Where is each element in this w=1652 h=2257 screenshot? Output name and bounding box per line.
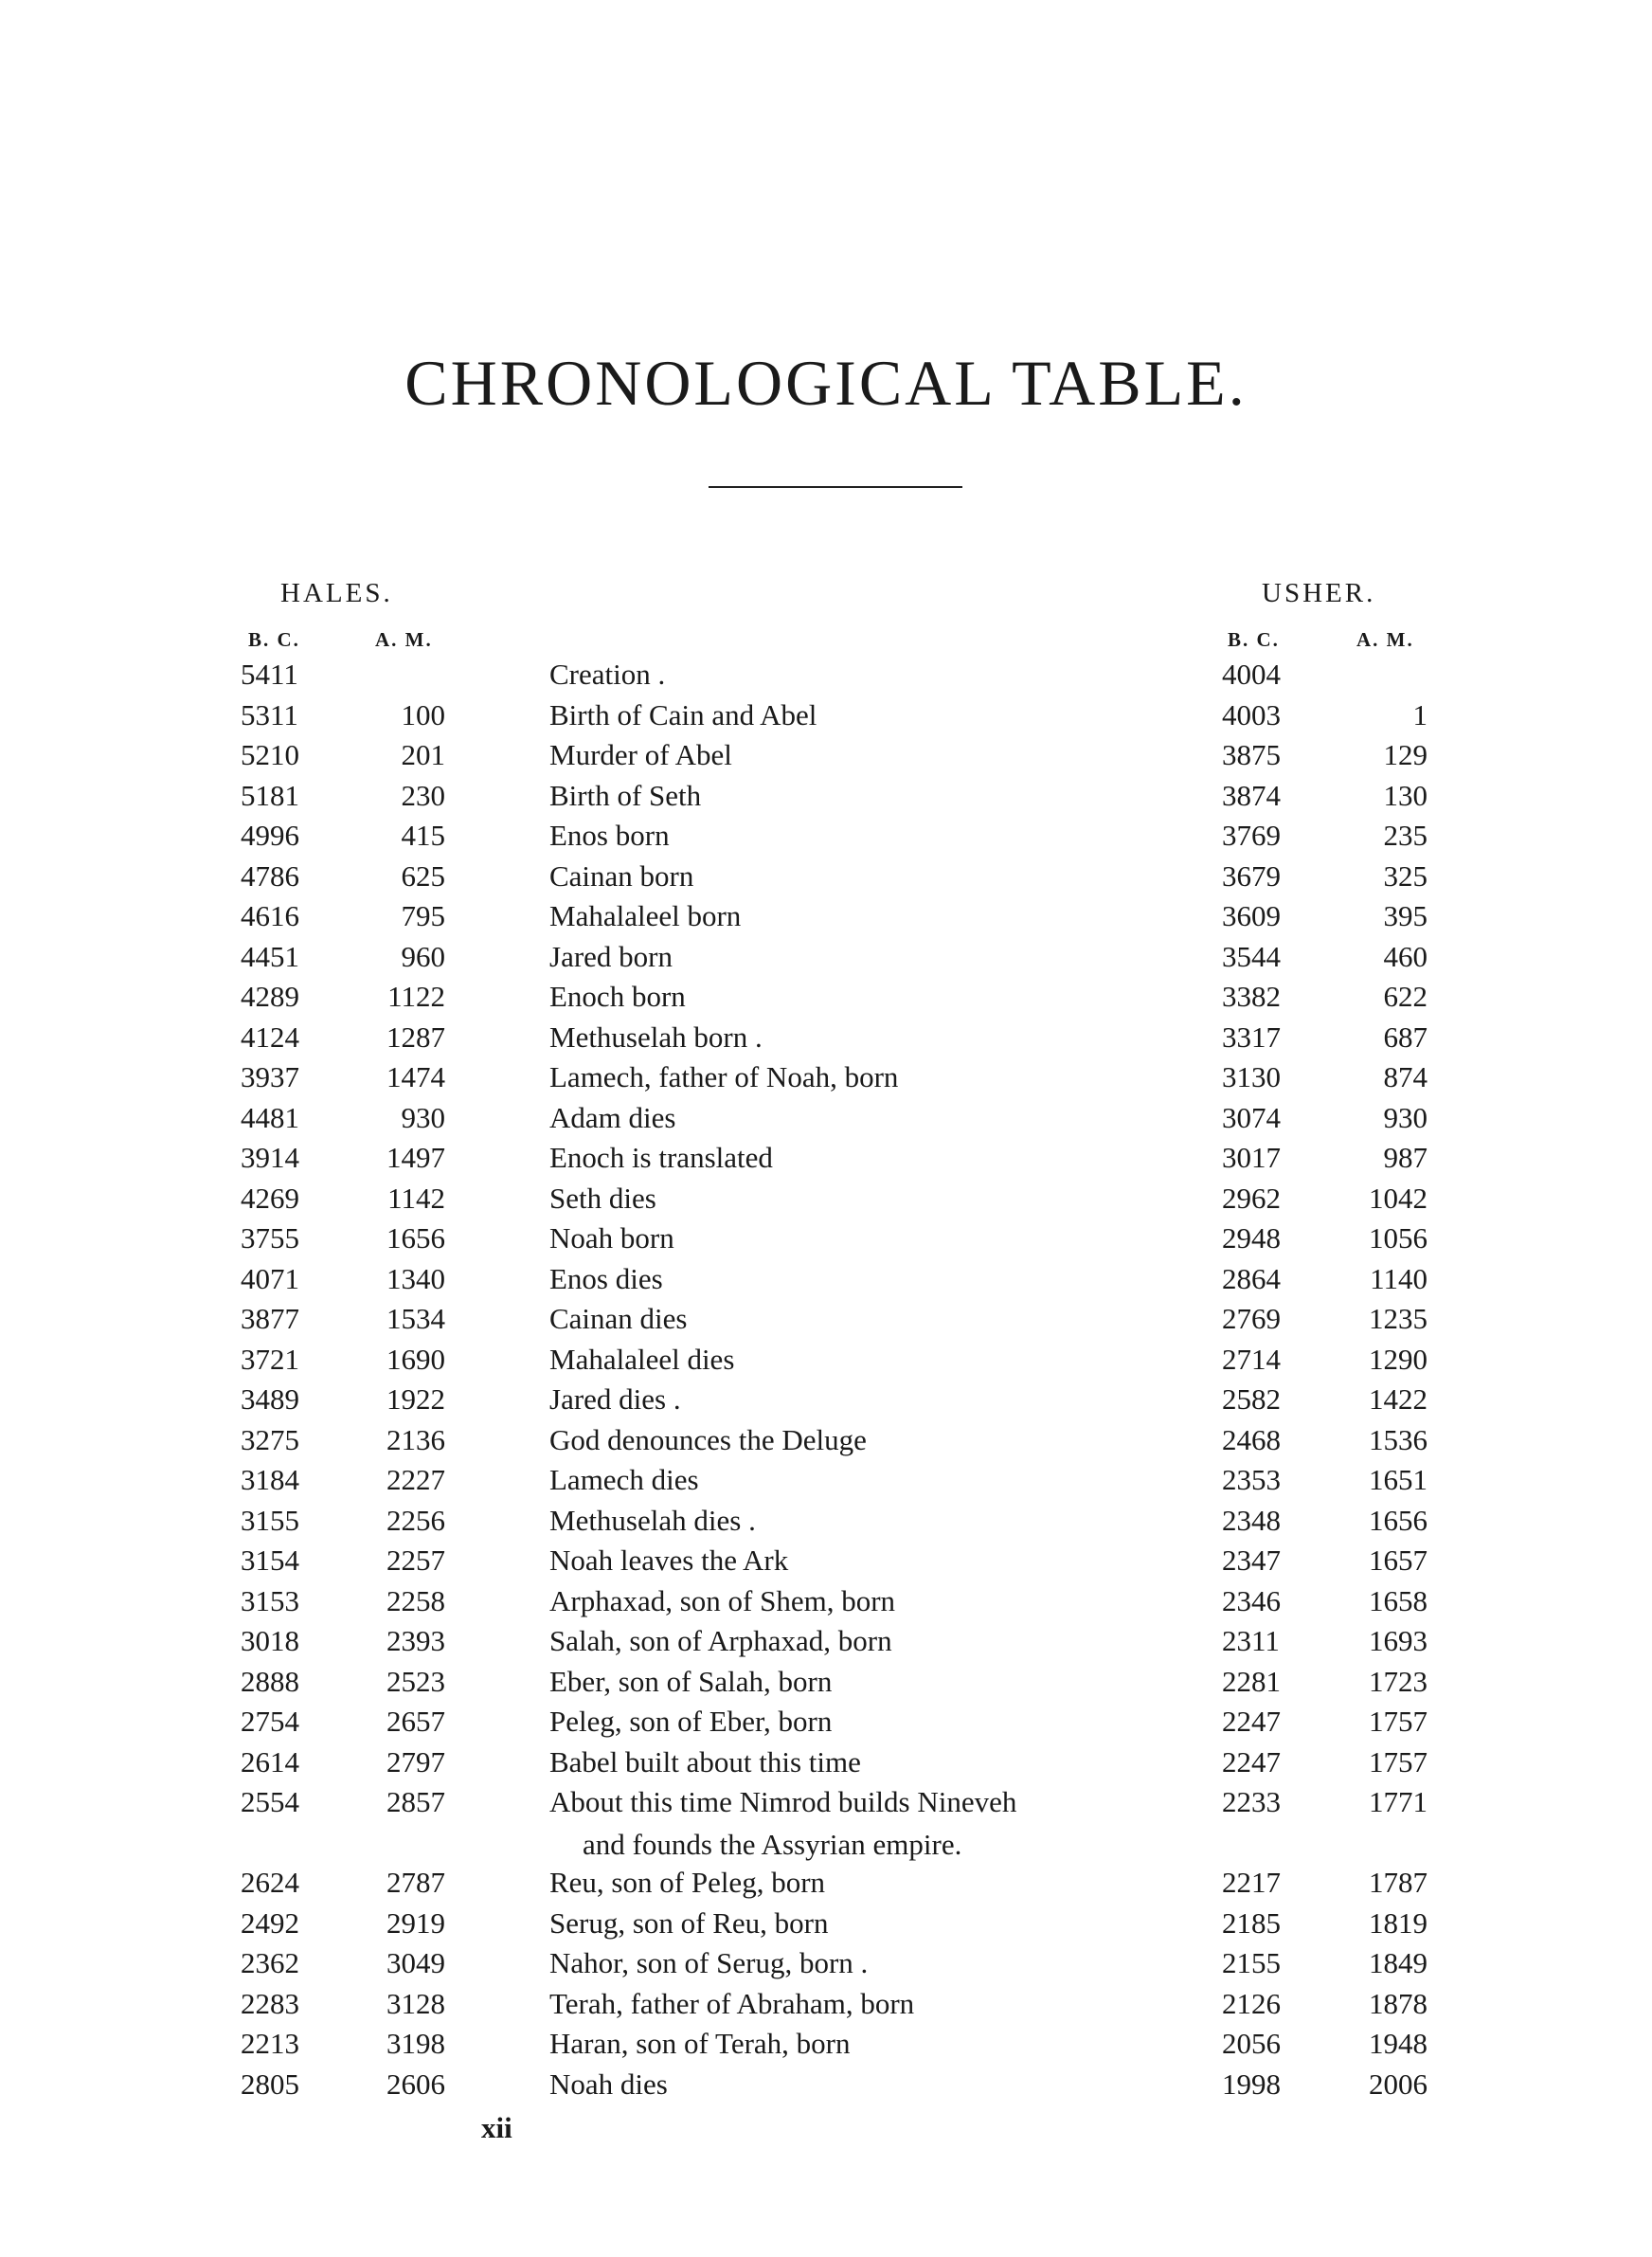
header-hales: HALES. xyxy=(280,578,393,608)
hales-bc-cell: 4481 xyxy=(241,1101,299,1134)
hales-bc-cell: 3184 xyxy=(241,1463,299,1496)
usher-am-cell: 1658 xyxy=(1369,1584,1428,1617)
hales-bc-cell: 4289 xyxy=(241,980,299,1013)
table-row xyxy=(0,1705,1652,1744)
usher-am-cell: 1878 xyxy=(1369,1987,1428,2020)
table-row xyxy=(0,1060,1652,1100)
usher-bc-cell: 2247 xyxy=(1222,1705,1281,1738)
usher-am-cell: 1422 xyxy=(1369,1382,1428,1416)
usher-am-cell: 1757 xyxy=(1369,1745,1428,1779)
hales-bc-cell: 2213 xyxy=(241,2027,299,2060)
usher-bc-cell: 3317 xyxy=(1222,1020,1281,1054)
hales-bc-cell: 2624 xyxy=(241,1866,299,1899)
hales-bc-cell: 2805 xyxy=(241,2067,299,2101)
hales-am-cell: 2136 xyxy=(386,1423,445,1456)
hales-am-cell: 2257 xyxy=(386,1544,445,1577)
hales-am-cell: 1287 xyxy=(386,1020,445,1054)
event-cell: Nahor, son of Serug, born . xyxy=(549,1946,869,1979)
usher-am-cell: 622 xyxy=(1383,980,1428,1013)
table-row xyxy=(0,859,1652,899)
event-cell: Birth of Seth xyxy=(549,779,702,812)
usher-am-cell: 1140 xyxy=(1370,1262,1428,1295)
usher-am-cell: 1771 xyxy=(1369,1785,1428,1818)
usher-bc-cell: 2346 xyxy=(1222,1584,1281,1617)
usher-bc-cell: 2155 xyxy=(1222,1946,1281,1979)
usher-bc-cell: 3130 xyxy=(1222,1060,1281,1093)
event-cell: Enos dies xyxy=(549,1262,663,1295)
hales-bc-cell: 2492 xyxy=(241,1906,299,1940)
header-usher: USHER. xyxy=(1262,578,1376,608)
hales-am-cell: 2256 xyxy=(386,1504,445,1537)
usher-bc-cell: 2185 xyxy=(1222,1906,1281,1940)
hales-bc-cell: 5210 xyxy=(241,738,299,771)
usher-bc-cell: 4003 xyxy=(1222,698,1281,731)
usher-bc-cell: 3609 xyxy=(1222,899,1281,932)
usher-bc-cell: 2311 xyxy=(1222,1624,1280,1657)
hales-am-cell: 1340 xyxy=(386,1262,445,1295)
hales-am-cell: 2523 xyxy=(386,1665,445,1698)
table-row xyxy=(0,779,1652,819)
event-cell: Arphaxad, son of Shem, born xyxy=(549,1584,896,1617)
hales-am-cell: 2606 xyxy=(386,2067,445,2101)
hales-am-cell: 2227 xyxy=(386,1463,445,1496)
usher-am-cell: 987 xyxy=(1383,1141,1428,1174)
hales-bc-cell: 3755 xyxy=(241,1221,299,1255)
usher-am-cell: 1656 xyxy=(1369,1504,1428,1537)
hales-am-cell: 2657 xyxy=(386,1705,445,1738)
title-rule xyxy=(709,486,962,488)
hales-bc-cell: 2362 xyxy=(241,1946,299,1979)
event-cell: Creation . xyxy=(549,658,666,691)
table-row xyxy=(0,698,1652,738)
hales-bc-cell: 3937 xyxy=(241,1060,299,1093)
usher-bc-cell: 2126 xyxy=(1222,1987,1281,2020)
event-cell: Murder of Abel xyxy=(549,738,732,771)
usher-am-cell: 1757 xyxy=(1369,1705,1428,1738)
table-row xyxy=(0,1785,1652,1825)
event-cell: God denounces the Deluge xyxy=(549,1423,867,1456)
event-cell: Lamech dies xyxy=(549,1463,699,1496)
table-row xyxy=(0,1987,1652,2027)
table-row xyxy=(0,1584,1652,1624)
hales-am-cell: 1534 xyxy=(386,1302,445,1335)
event-cell: Haran, son of Terah, born xyxy=(549,2027,851,2060)
hales-am-cell: 230 xyxy=(401,779,445,812)
subheader-hales-am: A. M. xyxy=(375,628,433,651)
table-row xyxy=(0,1182,1652,1221)
hales-bc-cell: 3275 xyxy=(241,1423,299,1456)
event-cell: Cainan born xyxy=(549,859,694,893)
subheader-usher-am: A. M. xyxy=(1356,628,1414,651)
event-cell: Babel built about this time xyxy=(549,1745,861,1779)
usher-bc-cell: 2217 xyxy=(1222,1866,1281,1899)
table-row xyxy=(0,1343,1652,1382)
usher-am-cell: 1 xyxy=(1412,698,1428,731)
usher-bc-cell: 2962 xyxy=(1222,1182,1281,1215)
usher-am-cell: 129 xyxy=(1383,738,1428,771)
hales-am-cell: 201 xyxy=(401,738,445,771)
hales-am-cell: 100 xyxy=(401,698,445,731)
page-title: CHRONOLOGICAL TABLE. xyxy=(404,347,1248,419)
hales-bc-cell: 2888 xyxy=(241,1665,299,1698)
hales-bc-cell: 5311 xyxy=(241,698,298,731)
usher-bc-cell: 2247 xyxy=(1222,1745,1281,1779)
table-row xyxy=(0,1544,1652,1583)
hales-bc-cell: 3914 xyxy=(241,1141,299,1174)
usher-am-cell: 1693 xyxy=(1369,1624,1428,1657)
event-cell: Cainan dies xyxy=(549,1302,688,1335)
usher-bc-cell: 3382 xyxy=(1222,980,1281,1013)
table-row xyxy=(0,738,1652,778)
table-row xyxy=(0,1020,1652,1060)
table-row xyxy=(0,1624,1652,1664)
usher-bc-cell: 2468 xyxy=(1222,1423,1281,1456)
hales-bc-cell: 4071 xyxy=(241,1262,299,1295)
hales-bc-cell: 3721 xyxy=(241,1343,299,1376)
usher-am-cell: 2006 xyxy=(1369,2067,1428,2101)
hales-am-cell: 2797 xyxy=(386,1745,445,1779)
table-row xyxy=(0,1504,1652,1544)
hales-am-cell: 960 xyxy=(401,940,445,973)
hales-am-cell: 3198 xyxy=(386,2027,445,2060)
hales-am-cell: 1497 xyxy=(386,1141,445,1174)
table-row xyxy=(0,1906,1652,1946)
usher-am-cell: 1819 xyxy=(1369,1906,1428,1940)
table-row xyxy=(0,1423,1652,1463)
usher-am-cell: 1657 xyxy=(1369,1544,1428,1577)
usher-bc-cell: 4004 xyxy=(1222,658,1281,691)
event-cell: Methuselah dies . xyxy=(549,1504,756,1537)
usher-am-cell: 1235 xyxy=(1369,1302,1428,1335)
event-cell: Mahalaleel born xyxy=(549,899,742,932)
hales-bc-cell: 3153 xyxy=(241,1584,299,1617)
usher-am-cell: 1849 xyxy=(1369,1946,1428,1979)
event-cell: Noah dies xyxy=(549,2067,668,2101)
usher-bc-cell: 2582 xyxy=(1222,1382,1281,1416)
usher-am-cell: 130 xyxy=(1383,779,1428,812)
hales-am-cell: 3049 xyxy=(386,1946,445,1979)
usher-bc-cell: 2348 xyxy=(1222,1504,1281,1537)
table-row xyxy=(0,940,1652,980)
event-cell: Eber, son of Salah, born xyxy=(549,1665,833,1698)
usher-bc-cell: 1998 xyxy=(1222,2067,1281,2101)
event-cell: Enoch is translated xyxy=(549,1141,773,1174)
event-cell: Terah, father of Abraham, born xyxy=(549,1987,915,2020)
usher-bc-cell: 3544 xyxy=(1222,940,1281,973)
usher-bc-cell: 3074 xyxy=(1222,1101,1281,1134)
hales-bc-cell: 4786 xyxy=(241,859,299,893)
hales-am-cell: 2393 xyxy=(386,1624,445,1657)
hales-bc-cell: 5411 xyxy=(241,658,298,691)
hales-am-cell: 795 xyxy=(401,899,445,932)
hales-bc-cell: 2554 xyxy=(241,1785,299,1818)
usher-am-cell: 1948 xyxy=(1369,2027,1428,2060)
table-row xyxy=(0,658,1652,697)
hales-am-cell: 3128 xyxy=(386,1987,445,2020)
event-cell: Birth of Cain and Abel xyxy=(549,698,817,731)
usher-bc-cell: 2948 xyxy=(1222,1221,1281,1255)
table-row xyxy=(0,1262,1652,1302)
hales-am-cell: 2857 xyxy=(386,1785,445,1818)
usher-am-cell: 325 xyxy=(1383,859,1428,893)
hales-am-cell: 625 xyxy=(401,859,445,893)
hales-bc-cell: 4124 xyxy=(241,1020,299,1054)
hales-bc-cell: 5181 xyxy=(241,779,299,812)
hales-bc-cell: 2614 xyxy=(241,1745,299,1779)
usher-bc-cell: 2353 xyxy=(1222,1463,1281,1496)
hales-am-cell: 1656 xyxy=(386,1221,445,1255)
event-cell: Jared born xyxy=(549,940,673,973)
table-row xyxy=(0,2027,1652,2067)
usher-am-cell: 235 xyxy=(1383,819,1428,852)
hales-bc-cell: 4269 xyxy=(241,1182,299,1215)
event-cell: Reu, son of Peleg, born xyxy=(549,1866,826,1899)
usher-am-cell: 1723 xyxy=(1369,1665,1428,1698)
usher-am-cell: 874 xyxy=(1383,1060,1428,1093)
usher-am-cell: 1042 xyxy=(1369,1182,1428,1215)
usher-bc-cell: 2347 xyxy=(1222,1544,1281,1577)
event-cell: Noah leaves the Ark xyxy=(549,1544,789,1577)
usher-bc-cell: 2714 xyxy=(1222,1343,1281,1376)
event-cell: Seth dies xyxy=(549,1182,656,1215)
table-row xyxy=(0,1463,1652,1503)
hales-bc-cell: 3155 xyxy=(241,1504,299,1537)
hales-bc-cell: 4996 xyxy=(241,819,299,852)
hales-am-cell: 1142 xyxy=(387,1182,445,1215)
hales-bc-cell: 4451 xyxy=(241,940,299,973)
table-row xyxy=(0,1101,1652,1141)
usher-bc-cell: 2233 xyxy=(1222,1785,1281,1818)
table-row xyxy=(0,1665,1652,1705)
table-row xyxy=(0,1141,1652,1181)
hales-am-cell: 2787 xyxy=(386,1866,445,1899)
usher-bc-cell: 2769 xyxy=(1222,1302,1281,1335)
hales-bc-cell: 3018 xyxy=(241,1624,299,1657)
hales-am-cell: 2258 xyxy=(386,1584,445,1617)
table-row xyxy=(0,1302,1652,1342)
usher-bc-cell: 3017 xyxy=(1222,1141,1281,1174)
usher-bc-cell: 2056 xyxy=(1222,2027,1281,2060)
event-cell: Enoch born xyxy=(549,980,686,1013)
hales-bc-cell: 3154 xyxy=(241,1544,299,1577)
table-row xyxy=(0,1221,1652,1261)
usher-am-cell: 1536 xyxy=(1369,1423,1428,1456)
hales-am-cell: 1922 xyxy=(386,1382,445,1416)
hales-am-cell: 415 xyxy=(401,819,445,852)
usher-am-cell: 460 xyxy=(1383,940,1428,973)
usher-am-cell: 395 xyxy=(1383,899,1428,932)
usher-bc-cell: 3769 xyxy=(1222,819,1281,852)
hales-am-cell: 1474 xyxy=(386,1060,445,1093)
subheader-hales-bc: B. C. xyxy=(248,628,300,651)
usher-bc-cell: 3679 xyxy=(1222,859,1281,893)
usher-am-cell: 1290 xyxy=(1369,1343,1428,1376)
hales-bc-cell: 4616 xyxy=(241,899,299,932)
event-cell: Lamech, father of Noah, born xyxy=(549,1060,899,1093)
event-cell: Enos born xyxy=(549,819,670,852)
event-cell: Jared dies . xyxy=(549,1382,681,1416)
hales-am-cell: 1690 xyxy=(386,1343,445,1376)
usher-am-cell: 930 xyxy=(1383,1101,1428,1134)
hales-bc-cell: 3489 xyxy=(241,1382,299,1416)
usher-bc-cell: 3875 xyxy=(1222,738,1281,771)
table-row xyxy=(0,1745,1652,1785)
subheader-usher-bc: B. C. xyxy=(1228,628,1280,651)
table-row xyxy=(0,819,1652,858)
event-cell: Mahalaleel dies xyxy=(549,1343,735,1376)
event-continuation: and founds the Assyrian empire. xyxy=(583,1828,962,1861)
hales-am-cell: 2919 xyxy=(386,1906,445,1940)
usher-bc-cell: 2281 xyxy=(1222,1665,1281,1698)
table-row xyxy=(0,1946,1652,1986)
event-cell: Serug, son of Reu, born xyxy=(549,1906,829,1940)
usher-am-cell: 1787 xyxy=(1369,1866,1428,1899)
event-cell: About this time Nimrod builds Nineveh xyxy=(549,1785,1017,1818)
table-row xyxy=(0,1382,1652,1422)
usher-bc-cell: 2864 xyxy=(1222,1262,1281,1295)
hales-bc-cell: 2283 xyxy=(241,1987,299,2020)
event-cell: Peleg, son of Eber, born xyxy=(549,1705,833,1738)
event-cell: Adam dies xyxy=(549,1101,676,1134)
hales-am-cell: 1122 xyxy=(387,980,445,1013)
table-row xyxy=(0,2067,1652,2107)
event-cell: Methuselah born . xyxy=(549,1020,763,1054)
hales-bc-cell: 2754 xyxy=(241,1705,299,1738)
table-row xyxy=(0,980,1652,1020)
hales-am-cell: 930 xyxy=(401,1101,445,1134)
usher-am-cell: 1651 xyxy=(1369,1463,1428,1496)
table-row xyxy=(0,1866,1652,1905)
table-row xyxy=(0,899,1652,939)
usher-am-cell: 687 xyxy=(1383,1020,1428,1054)
hales-bc-cell: 3877 xyxy=(241,1302,299,1335)
event-cell: Salah, son of Arphaxad, born xyxy=(549,1624,892,1657)
usher-am-cell: 1056 xyxy=(1369,1221,1428,1255)
usher-bc-cell: 3874 xyxy=(1222,779,1281,812)
event-cell: Noah born xyxy=(549,1221,674,1255)
page-number: xii xyxy=(481,2111,512,2144)
